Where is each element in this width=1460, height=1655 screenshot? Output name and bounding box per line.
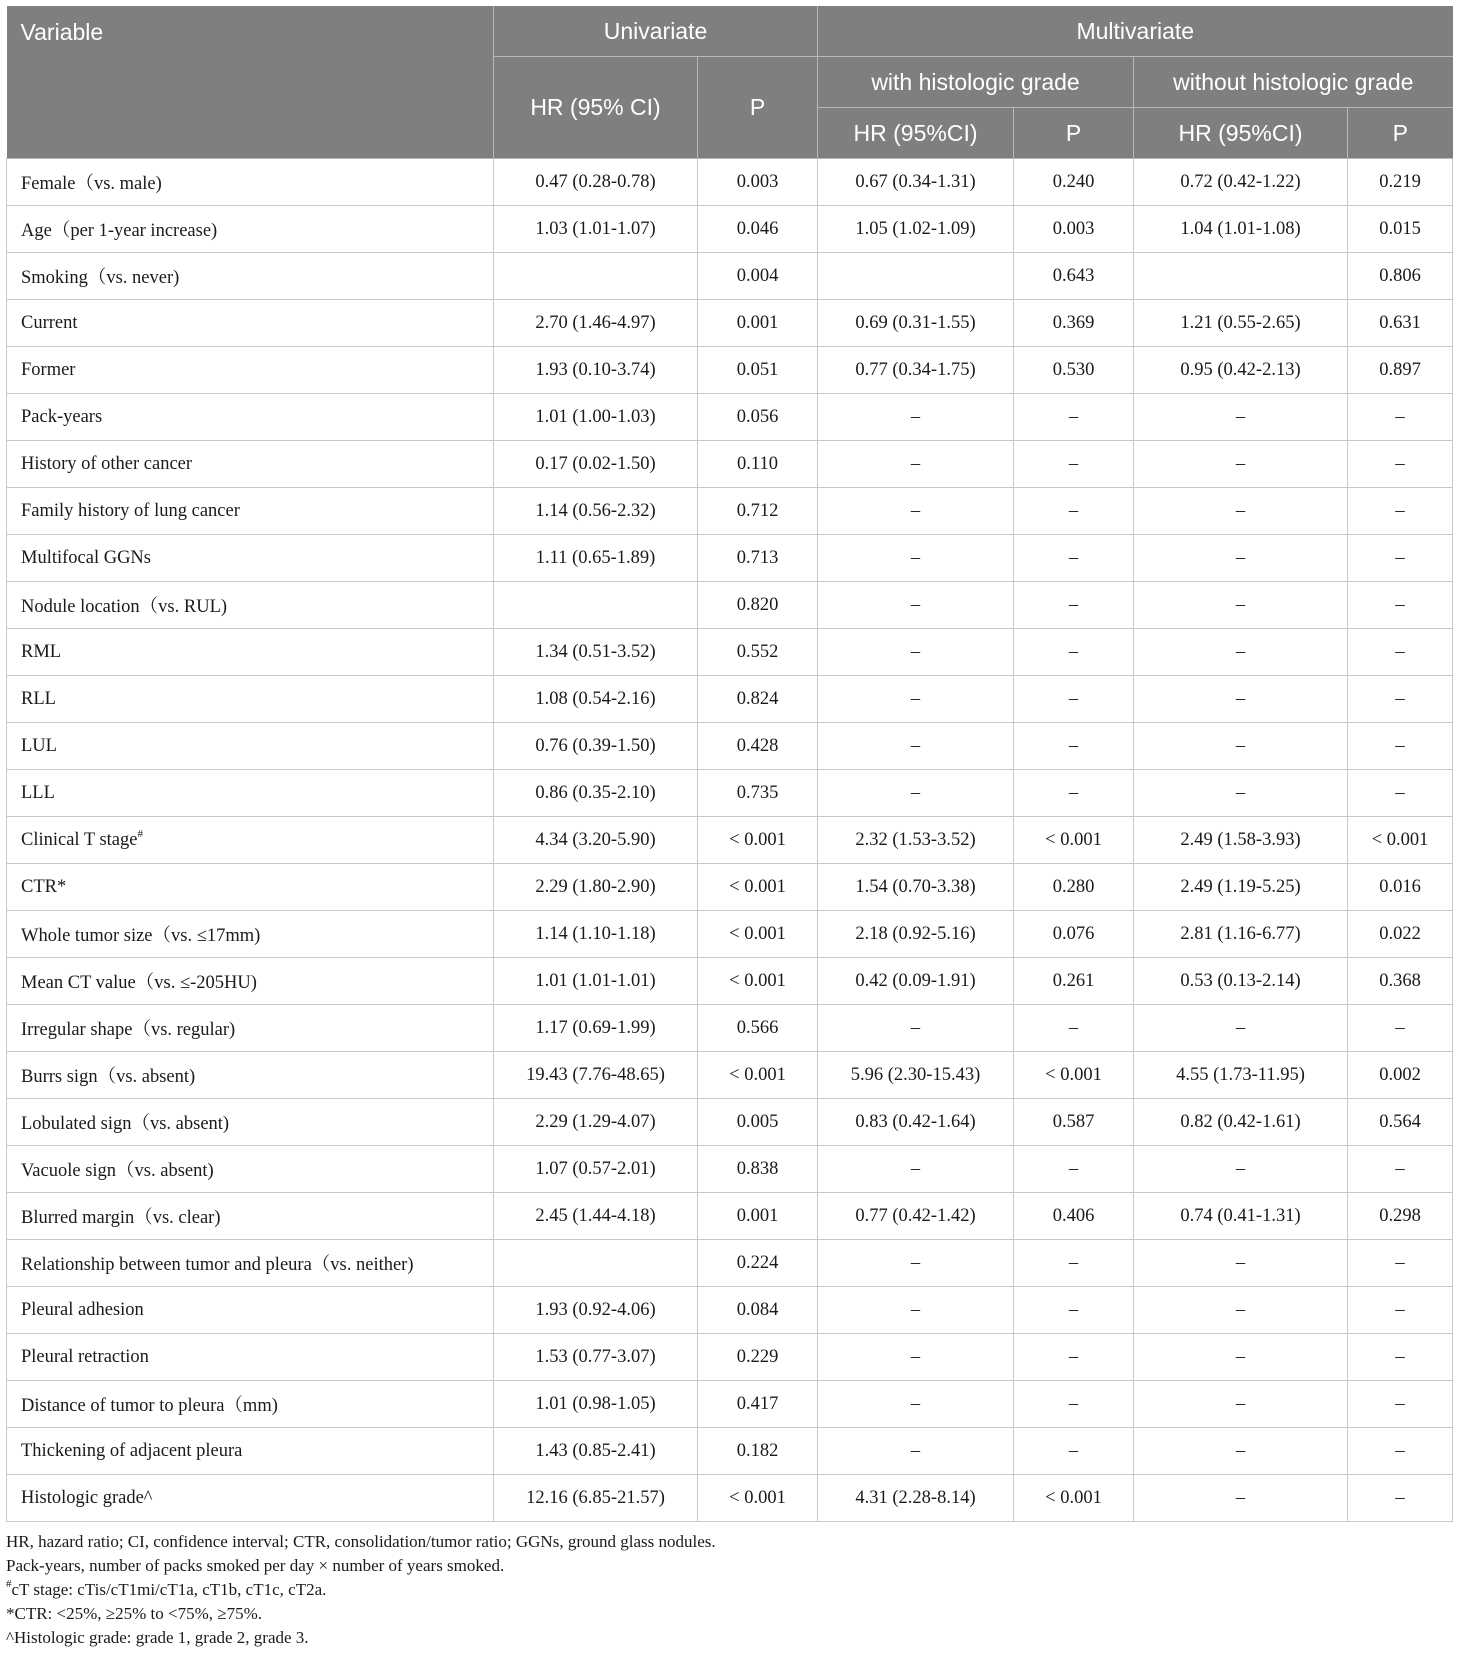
cell-univariate-p: 0.417 (698, 1381, 818, 1428)
table-row (7, 629, 1453, 676)
cell-univariate-p: 0.004 (698, 253, 818, 300)
cell-variable (7, 300, 494, 347)
cell-without-grade-hr: 2.81 (1.16-6.77) (1134, 911, 1348, 958)
cell-univariate-hr: 1.34 (0.51-3.52) (494, 629, 698, 676)
cell-without-grade-hr: – (1134, 441, 1348, 488)
table-body (7, 159, 1453, 1522)
variable-label: Histologic grade^ (21, 1487, 153, 1508)
cell-univariate-p: < 0.001 (698, 817, 818, 864)
cell-variable (7, 347, 494, 394)
cell-univariate-p: 0.820 (698, 582, 818, 629)
cell-with-grade-hr: – (818, 1287, 1014, 1334)
cell-with-grade-p: < 0.001 (1014, 1052, 1134, 1099)
cell-variable (7, 958, 494, 1005)
cell-with-grade-hr (818, 253, 1014, 300)
cell-without-grade-hr: 2.49 (1.19-5.25) (1134, 864, 1348, 911)
cell-univariate-p: 0.110 (698, 441, 818, 488)
cell-univariate-hr: 2.29 (1.29-4.07) (494, 1099, 698, 1146)
cell-univariate-hr (494, 582, 698, 629)
cell-without-grade-hr: 0.53 (0.13-2.14) (1134, 958, 1348, 1005)
cell-with-grade-p: 0.587 (1014, 1099, 1134, 1146)
variable-label: Whole tumor size（vs. ≤17mm) (21, 926, 261, 946)
cell-with-grade-p: – (1014, 394, 1134, 441)
cell-without-grade-p: 0.219 (1348, 159, 1453, 206)
cell-univariate-hr: 0.76 (0.39-1.50) (494, 723, 698, 770)
cell-without-grade-hr: 2.49 (1.58-3.93) (1134, 817, 1348, 864)
cell-with-grade-hr: 4.31 (2.28-8.14) (818, 1475, 1014, 1522)
table-row (7, 770, 1453, 817)
cell-without-grade-hr: – (1134, 1428, 1348, 1475)
cell-with-grade-hr: – (818, 488, 1014, 535)
variable-label: Female（vs. male) (21, 174, 162, 194)
cell-without-grade-p: 0.368 (1348, 958, 1453, 1005)
cell-without-grade-hr: – (1134, 1381, 1348, 1428)
cell-univariate-hr: 0.17 (0.02-1.50) (494, 441, 698, 488)
table-row (7, 394, 1453, 441)
cell-without-grade-p: – (1348, 1334, 1453, 1381)
cell-univariate-p: 0.001 (698, 1193, 818, 1240)
cell-univariate-p: 0.713 (698, 535, 818, 582)
cell-with-grade-p: – (1014, 1428, 1134, 1475)
cell-variable (7, 394, 494, 441)
cell-variable (7, 723, 494, 770)
cell-with-grade-p: – (1014, 723, 1134, 770)
variable-label: Mean CT value（vs. ≤-205HU) (21, 973, 257, 993)
footnote-ct-stage-mark: # (6, 1578, 12, 1590)
variable-label: Distance of tumor to pleura（mm) (21, 1396, 278, 1416)
cell-without-grade-hr: – (1134, 676, 1348, 723)
cell-univariate-hr: 19.43 (7.76-48.65) (494, 1052, 698, 1099)
cell-variable (7, 911, 494, 958)
cell-variable (7, 817, 494, 864)
cell-without-grade-p: – (1348, 535, 1453, 582)
cell-univariate-p: < 0.001 (698, 911, 818, 958)
cell-univariate-p: 0.056 (698, 394, 818, 441)
footnote-pack-years: Pack-years, number of packs smoked per day × number of years smoked. (6, 1556, 505, 1575)
cell-without-grade-p: – (1348, 394, 1453, 441)
cell-univariate-hr: 2.45 (1.44-4.18) (494, 1193, 698, 1240)
cell-univariate-hr: 1.03 (1.01-1.07) (494, 206, 698, 253)
footnote-histologic-grade: ^Histologic grade: grade 1, grade 2, grade 3. (6, 1628, 309, 1647)
variable-label: LLL (21, 782, 55, 803)
cell-with-grade-hr: – (818, 441, 1014, 488)
cell-variable (7, 253, 494, 300)
cell-without-grade-p: 0.016 (1348, 864, 1453, 911)
cell-variable (7, 1193, 494, 1240)
cell-variable (7, 676, 494, 723)
table-row (7, 206, 1453, 253)
cell-without-grade-hr: – (1134, 1240, 1348, 1287)
cell-univariate-p: 0.566 (698, 1005, 818, 1052)
variable-label: Age（per 1-year increase) (21, 221, 218, 241)
table-row (7, 864, 1453, 911)
cell-with-grade-p: 0.643 (1014, 253, 1134, 300)
cell-univariate-hr: 2.29 (1.80-2.90) (494, 864, 698, 911)
cell-univariate-hr: 12.16 (6.85-21.57) (494, 1475, 698, 1522)
cell-without-grade-hr: 1.21 (0.55-2.65) (1134, 300, 1348, 347)
cell-univariate-p: 0.428 (698, 723, 818, 770)
cell-univariate-hr: 0.47 (0.28-0.78) (494, 159, 698, 206)
header-with-grade: with histologic grade (818, 57, 1134, 108)
cell-with-grade-hr: 0.67 (0.34-1.31) (818, 159, 1014, 206)
table-row (7, 488, 1453, 535)
cell-univariate-p: 0.051 (698, 347, 818, 394)
cell-with-grade-p: 0.261 (1014, 958, 1134, 1005)
cell-with-grade-p: 0.369 (1014, 300, 1134, 347)
cell-univariate-hr: 1.01 (1.01-1.01) (494, 958, 698, 1005)
variable-label: Pack-years (21, 406, 103, 427)
header-without-grade-p: P (1348, 108, 1453, 159)
table-row (7, 911, 1453, 958)
cell-univariate-p: < 0.001 (698, 1475, 818, 1522)
cell-without-grade-hr: – (1134, 1334, 1348, 1381)
cell-with-grade-p: 0.240 (1014, 159, 1134, 206)
cell-univariate-hr: 1.93 (0.10-3.74) (494, 347, 698, 394)
cell-variable (7, 1334, 494, 1381)
cell-without-grade-p: – (1348, 441, 1453, 488)
table-row (7, 1334, 1453, 1381)
table-row (7, 300, 1453, 347)
cell-univariate-hr: 1.11 (0.65-1.89) (494, 535, 698, 582)
footnote-ct-stage-text: cT stage: cTis/cT1mi/cT1a, cT1b, cT1c, cT2a. (11, 1580, 327, 1599)
cell-with-grade-hr: – (818, 582, 1014, 629)
cell-univariate-p: 0.046 (698, 206, 818, 253)
variable-label: Burrs sign（vs. absent) (21, 1067, 196, 1087)
cell-univariate-p: 0.005 (698, 1099, 818, 1146)
header-variable: Variable (7, 6, 494, 159)
cell-with-grade-hr: – (818, 1381, 1014, 1428)
table-header (7, 6, 1453, 159)
cell-with-grade-hr: 2.32 (1.53-3.52) (818, 817, 1014, 864)
variable-label: Relationship between tumor and pleura（vs. neither) (21, 1255, 414, 1275)
cell-variable (7, 1005, 494, 1052)
header-with-grade-p: P (1014, 108, 1134, 159)
table-row (7, 253, 1453, 300)
cell-variable (7, 1428, 494, 1475)
cell-without-grade-p: – (1348, 1005, 1453, 1052)
cell-with-grade-p: – (1014, 1287, 1134, 1334)
cell-without-grade-p: – (1348, 1287, 1453, 1334)
cell-univariate-p: 0.084 (698, 1287, 818, 1334)
cell-without-grade-p: 0.631 (1348, 300, 1453, 347)
cell-univariate-hr: 1.17 (0.69-1.99) (494, 1005, 698, 1052)
cell-with-grade-hr: 5.96 (2.30-15.43) (818, 1052, 1014, 1099)
cell-with-grade-hr: – (818, 770, 1014, 817)
cell-with-grade-p: – (1014, 441, 1134, 488)
cell-with-grade-p: 0.530 (1014, 347, 1134, 394)
header-without-grade: without histologic grade (1134, 57, 1453, 108)
cell-with-grade-p: – (1014, 676, 1134, 723)
cell-without-grade-p: – (1348, 770, 1453, 817)
header-univariate-p: P (698, 57, 818, 159)
cell-without-grade-hr: – (1134, 1475, 1348, 1522)
variable-label: Irregular shape（vs. regular) (21, 1020, 236, 1040)
cell-with-grade-hr: – (818, 535, 1014, 582)
cell-with-grade-p: – (1014, 770, 1134, 817)
cell-with-grade-hr: 1.05 (1.02-1.09) (818, 206, 1014, 253)
variable-label: RML (21, 641, 62, 662)
cell-variable (7, 1099, 494, 1146)
table-row (7, 1381, 1453, 1428)
variable-label: Pleural retraction (21, 1346, 149, 1367)
cell-without-grade-p: 0.298 (1348, 1193, 1453, 1240)
cell-variable (7, 864, 494, 911)
cell-variable (7, 1052, 494, 1099)
cell-variable (7, 441, 494, 488)
cell-without-grade-hr: 0.72 (0.42-1.22) (1134, 159, 1348, 206)
header-with-grade-hr: HR (95%CI) (818, 108, 1014, 159)
cell-univariate-p: < 0.001 (698, 958, 818, 1005)
cell-without-grade-hr: 0.74 (0.41-1.31) (1134, 1193, 1348, 1240)
cell-without-grade-hr: – (1134, 629, 1348, 676)
table-row (7, 535, 1453, 582)
variable-label: Former (21, 359, 76, 380)
cell-with-grade-p: – (1014, 535, 1134, 582)
cell-with-grade-hr: – (818, 1005, 1014, 1052)
cox-regression-table (6, 6, 1453, 1522)
table-row (7, 347, 1453, 394)
cell-without-grade-p: 0.022 (1348, 911, 1453, 958)
variable-label: Multifocal GGNs (21, 547, 151, 568)
table-row (7, 676, 1453, 723)
cell-with-grade-hr: 0.83 (0.42-1.64) (818, 1099, 1014, 1146)
cell-univariate-p: 0.824 (698, 676, 818, 723)
table-row (7, 582, 1453, 629)
cell-without-grade-p: 0.015 (1348, 206, 1453, 253)
cell-without-grade-p: – (1348, 676, 1453, 723)
variable-label: Pleural adhesion (21, 1299, 144, 1320)
cell-without-grade-p: – (1348, 629, 1453, 676)
variable-footnote-mark: # (137, 827, 143, 840)
cell-without-grade-hr: – (1134, 582, 1348, 629)
cell-variable (7, 629, 494, 676)
cell-without-grade-hr: – (1134, 723, 1348, 770)
cell-univariate-p: 0.224 (698, 1240, 818, 1287)
table-row (7, 958, 1453, 1005)
cell-univariate-hr: 1.08 (0.54-2.16) (494, 676, 698, 723)
cell-variable (7, 1146, 494, 1193)
cell-without-grade-p: 0.002 (1348, 1052, 1453, 1099)
cell-with-grade-p: 0.280 (1014, 864, 1134, 911)
cell-without-grade-hr: 0.82 (0.42-1.61) (1134, 1099, 1348, 1146)
cell-with-grade-p: – (1014, 1005, 1134, 1052)
cell-univariate-p: 0.712 (698, 488, 818, 535)
cell-variable (7, 159, 494, 206)
cell-without-grade-hr: 4.55 (1.73-11.95) (1134, 1052, 1348, 1099)
cell-with-grade-p: – (1014, 1381, 1134, 1428)
table-row (7, 1193, 1453, 1240)
footnote-ct-stage (6, 1578, 1452, 1602)
footnote-ctr: *CTR: <25%, ≥25% to <75%, ≥75%. (6, 1604, 262, 1623)
table-footnotes (6, 1530, 1452, 1650)
cell-with-grade-hr: – (818, 1146, 1014, 1193)
cell-with-grade-hr: – (818, 394, 1014, 441)
variable-label: RLL (21, 688, 56, 709)
cell-without-grade-p: 0.897 (1348, 347, 1453, 394)
cell-without-grade-p: < 0.001 (1348, 817, 1453, 864)
cell-univariate-hr: 2.70 (1.46-4.97) (494, 300, 698, 347)
cell-without-grade-p: – (1348, 1146, 1453, 1193)
cell-with-grade-hr: 0.77 (0.42-1.42) (818, 1193, 1014, 1240)
cell-univariate-p: 0.229 (698, 1334, 818, 1381)
cell-univariate-p: 0.001 (698, 300, 818, 347)
cell-with-grade-p: – (1014, 1240, 1134, 1287)
cell-univariate-p: 0.003 (698, 159, 818, 206)
table-row (7, 1287, 1453, 1334)
cell-variable (7, 535, 494, 582)
variable-label: Current (21, 312, 78, 333)
cell-without-grade-hr: – (1134, 394, 1348, 441)
cell-without-grade-hr (1134, 253, 1348, 300)
cell-without-grade-p: 0.564 (1348, 1099, 1453, 1146)
cell-with-grade-p: – (1014, 488, 1134, 535)
variable-label: Family history of lung cancer (21, 500, 240, 521)
cell-univariate-hr: 1.14 (1.10-1.18) (494, 911, 698, 958)
cell-without-grade-hr: 1.04 (1.01-1.08) (1134, 206, 1348, 253)
cell-with-grade-p: 0.076 (1014, 911, 1134, 958)
variable-label: Thickening of adjacent pleura (21, 1440, 243, 1461)
cell-without-grade-hr: – (1134, 770, 1348, 817)
cell-with-grade-p: 0.406 (1014, 1193, 1134, 1240)
cell-with-grade-p: 0.003 (1014, 206, 1134, 253)
variable-label: Blurred margin（vs. clear) (21, 1208, 221, 1228)
header-univariate-hr: HR (95% CI) (494, 57, 698, 159)
table-row (7, 159, 1453, 206)
cell-with-grade-hr: 0.69 (0.31-1.55) (818, 300, 1014, 347)
cell-variable (7, 488, 494, 535)
cell-without-grade-hr: – (1134, 488, 1348, 535)
cell-variable (7, 1381, 494, 1428)
variable-label: LUL (21, 735, 57, 756)
cell-without-grade-hr: – (1134, 1287, 1348, 1334)
header-multivariate: Multivariate (818, 6, 1453, 57)
cell-univariate-hr: 1.01 (1.00-1.03) (494, 394, 698, 441)
cell-variable (7, 1475, 494, 1522)
variable-label: Clinical T stage (21, 829, 138, 850)
cell-univariate-hr: 1.01 (0.98-1.05) (494, 1381, 698, 1428)
table-row (7, 1005, 1453, 1052)
cell-without-grade-p: – (1348, 1428, 1453, 1475)
variable-label: History of other cancer (21, 453, 193, 474)
cell-univariate-p: 0.838 (698, 1146, 818, 1193)
cell-univariate-p: 0.182 (698, 1428, 818, 1475)
table-row (7, 723, 1453, 770)
table-row (7, 1428, 1453, 1475)
cell-with-grade-hr: – (818, 629, 1014, 676)
cell-variable (7, 1240, 494, 1287)
cell-without-grade-hr: – (1134, 1146, 1348, 1193)
header-without-grade-hr: HR (95%CI) (1134, 108, 1348, 159)
cell-with-grade-hr: 0.42 (0.09-1.91) (818, 958, 1014, 1005)
table-row (7, 1475, 1453, 1522)
cell-with-grade-hr: – (818, 723, 1014, 770)
table-row (7, 1146, 1453, 1193)
cell-variable (7, 1287, 494, 1334)
cell-univariate-hr: 1.43 (0.85-2.41) (494, 1428, 698, 1475)
cell-variable (7, 206, 494, 253)
footnote-abbreviations: HR, hazard ratio; CI, confidence interval; CTR, consolidation/tumor ratio; GGNs, ground glass nodules. (6, 1532, 716, 1551)
cell-without-grade-p: – (1348, 723, 1453, 770)
cell-with-grade-hr: 0.77 (0.34-1.75) (818, 347, 1014, 394)
cell-with-grade-p: < 0.001 (1014, 817, 1134, 864)
cell-variable (7, 582, 494, 629)
cell-without-grade-p: – (1348, 1240, 1453, 1287)
results-table-container (6, 6, 1452, 1650)
variable-label: Smoking（vs. never) (21, 268, 180, 288)
header-univariate: Univariate (494, 6, 818, 57)
cell-with-grade-hr: – (818, 1240, 1014, 1287)
variable-label: Vacuole sign（vs. absent) (21, 1161, 214, 1181)
cell-with-grade-p: – (1014, 629, 1134, 676)
cell-with-grade-hr: 1.54 (0.70-3.38) (818, 864, 1014, 911)
table-row (7, 1099, 1453, 1146)
cell-without-grade-hr: – (1134, 535, 1348, 582)
cell-with-grade-p: < 0.001 (1014, 1475, 1134, 1522)
cell-with-grade-hr: – (818, 1428, 1014, 1475)
cell-without-grade-p: – (1348, 488, 1453, 535)
cell-with-grade-p: – (1014, 582, 1134, 629)
cell-variable (7, 770, 494, 817)
variable-label: Nodule location（vs. RUL) (21, 597, 228, 617)
variable-label: Lobulated sign（vs. absent) (21, 1114, 230, 1134)
cell-univariate-hr: 4.34 (3.20-5.90) (494, 817, 698, 864)
cell-univariate-hr: 1.14 (0.56-2.32) (494, 488, 698, 535)
cell-without-grade-hr: – (1134, 1005, 1348, 1052)
cell-univariate-hr: 1.07 (0.57-2.01) (494, 1146, 698, 1193)
cell-with-grade-p: – (1014, 1334, 1134, 1381)
cell-univariate-hr: 1.93 (0.92-4.06) (494, 1287, 698, 1334)
cell-without-grade-p: – (1348, 1381, 1453, 1428)
cell-with-grade-hr: – (818, 676, 1014, 723)
cell-univariate-hr (494, 253, 698, 300)
table-row (7, 1052, 1453, 1099)
table-row (7, 1240, 1453, 1287)
cell-with-grade-hr: – (818, 1334, 1014, 1381)
cell-without-grade-p: – (1348, 1475, 1453, 1522)
cell-univariate-hr: 1.53 (0.77-3.07) (494, 1334, 698, 1381)
variable-label: CTR* (21, 876, 67, 897)
cell-with-grade-p: – (1014, 1146, 1134, 1193)
cell-without-grade-hr: 0.95 (0.42-2.13) (1134, 347, 1348, 394)
cell-without-grade-p: 0.806 (1348, 253, 1453, 300)
cell-univariate-p: < 0.001 (698, 864, 818, 911)
cell-univariate-p: 0.552 (698, 629, 818, 676)
cell-univariate-hr (494, 1240, 698, 1287)
cell-univariate-p: 0.735 (698, 770, 818, 817)
table-row (7, 817, 1453, 864)
cell-univariate-p: < 0.001 (698, 1052, 818, 1099)
cell-with-grade-hr: 2.18 (0.92-5.16) (818, 911, 1014, 958)
cell-univariate-hr: 0.86 (0.35-2.10) (494, 770, 698, 817)
table-row (7, 441, 1453, 488)
cell-without-grade-p: – (1348, 582, 1453, 629)
